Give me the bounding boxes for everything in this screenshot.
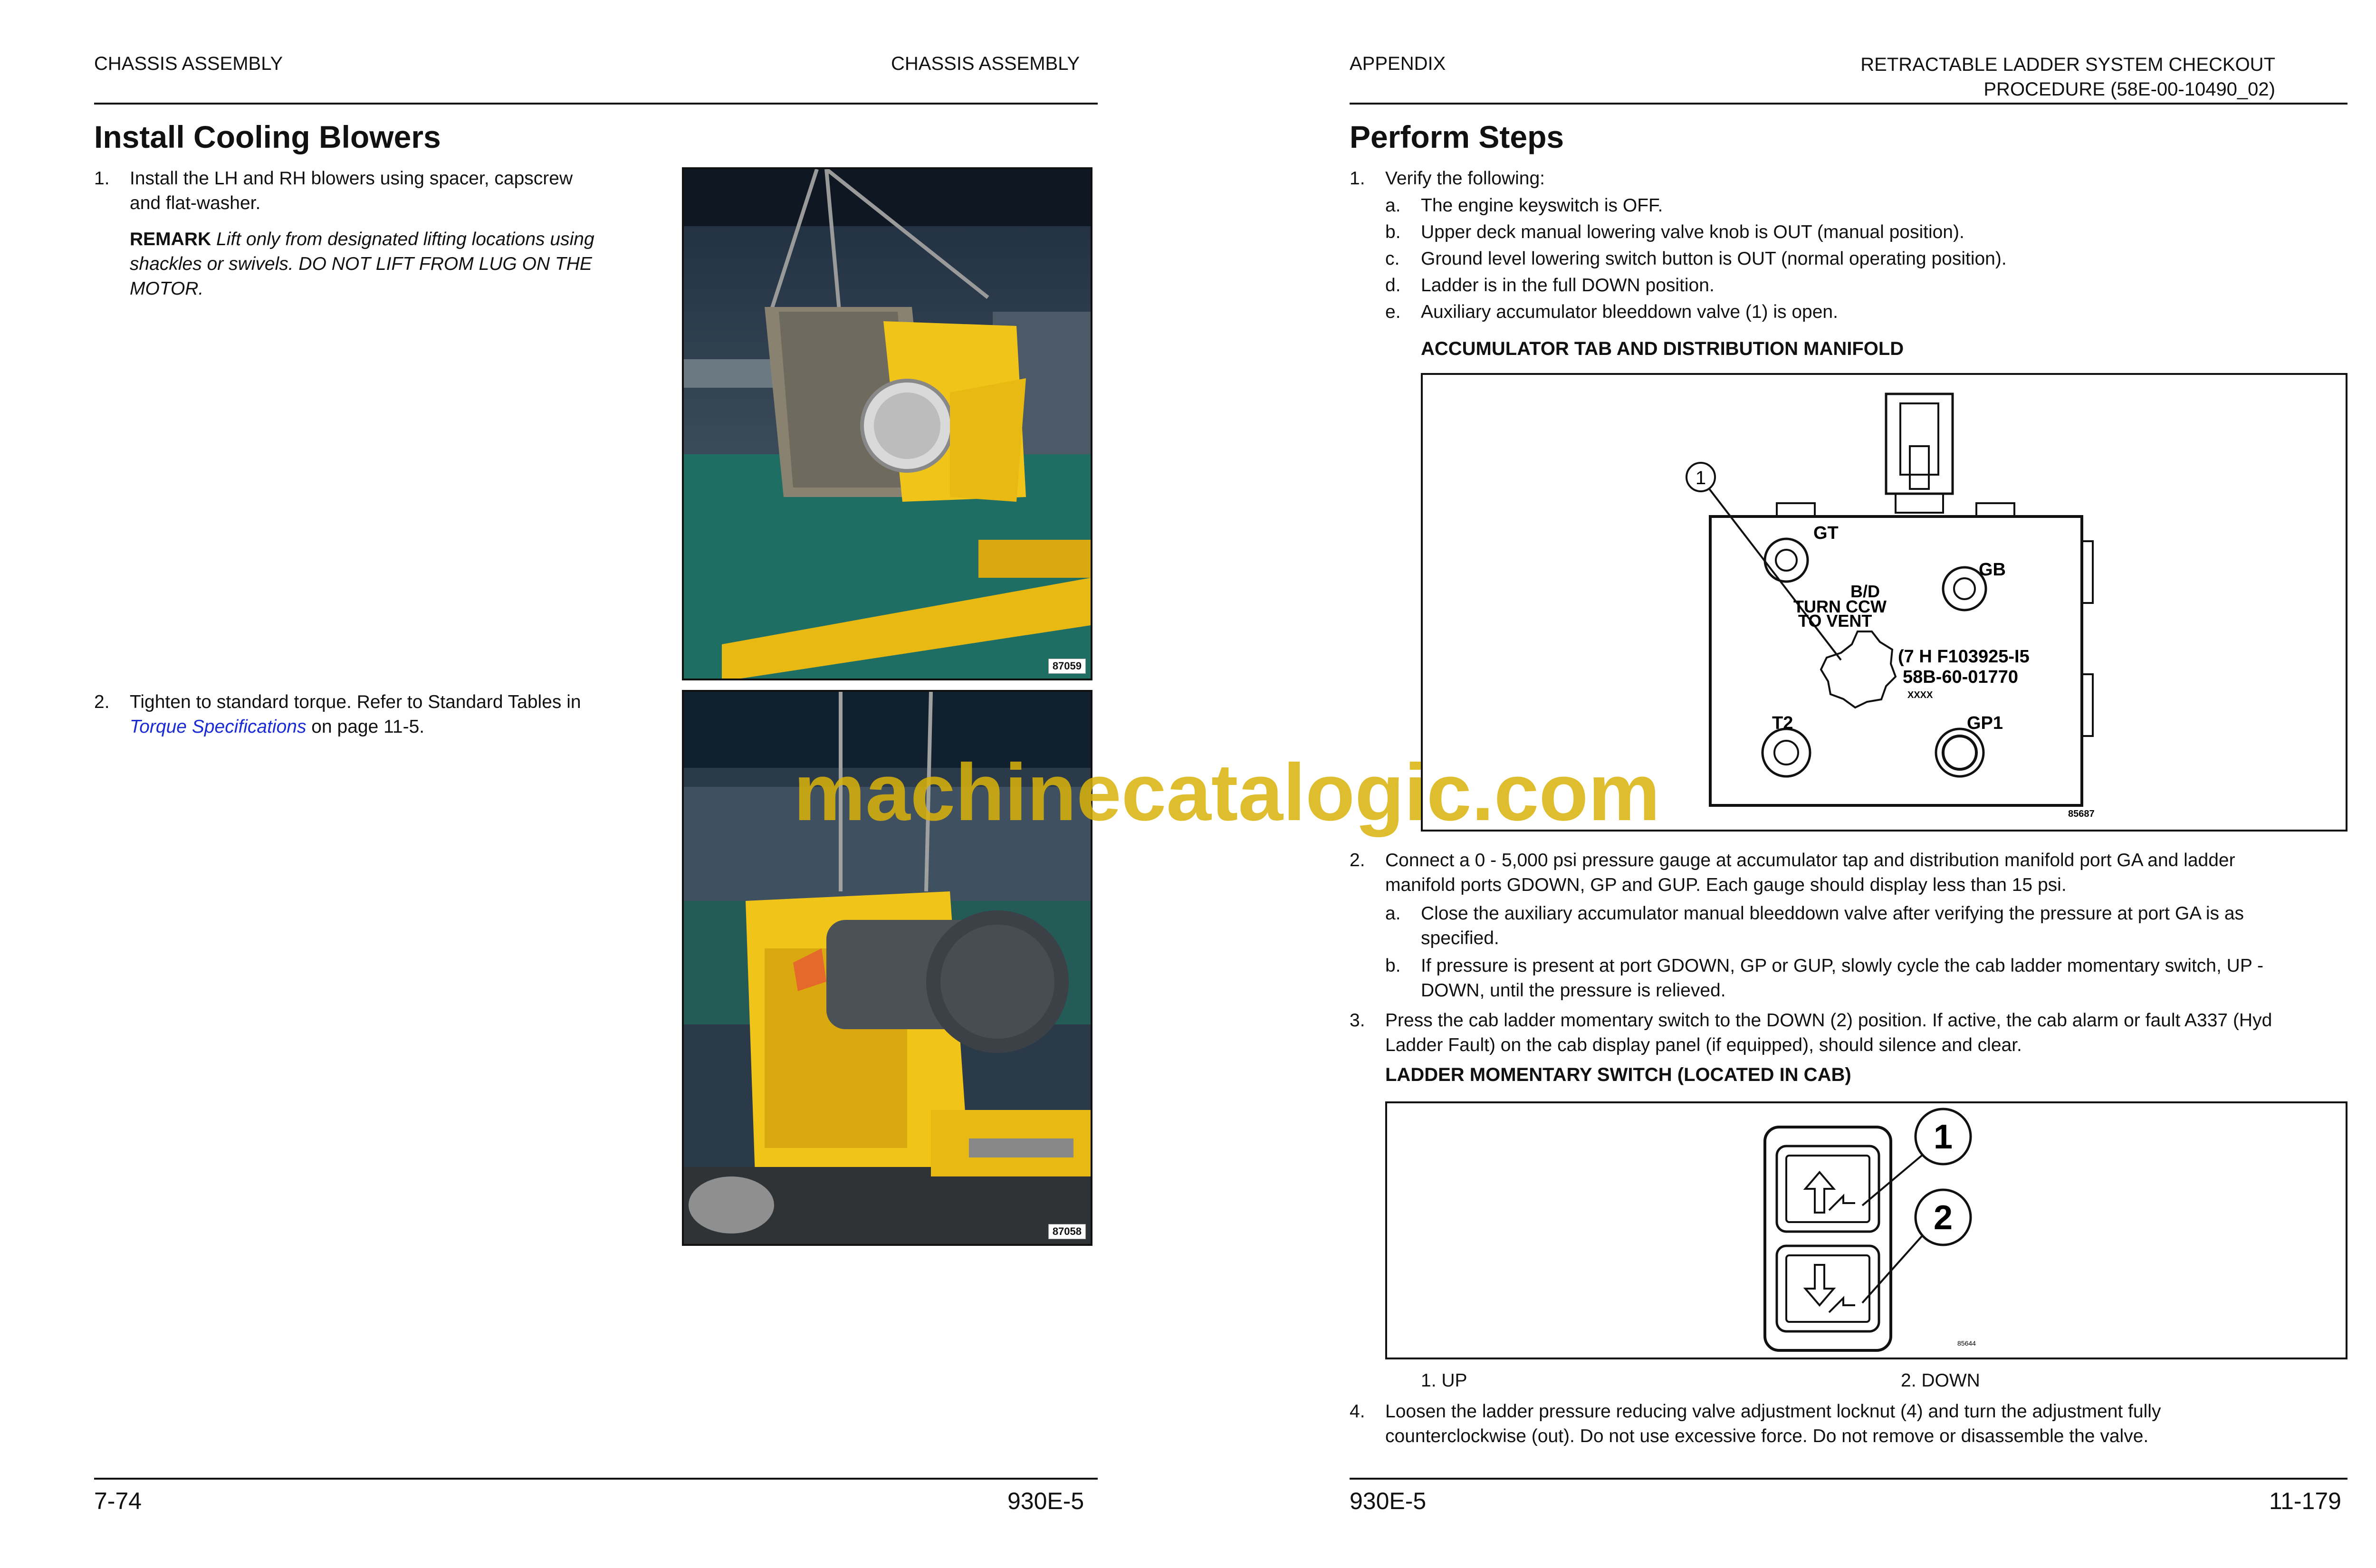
- step-text-line: Install the LH and RH blowers using spacer, capscrew: [130, 168, 573, 189]
- step-text-after-link: on page 11-5.: [306, 717, 425, 737]
- part-number-3: XXXX: [1907, 690, 1933, 700]
- item-letter: e.: [1385, 302, 1401, 322]
- left-header-right: CHASSIS ASSEMBLY: [891, 53, 1080, 74]
- legend-up: 1. UP: [1421, 1370, 1467, 1391]
- right-page-title: Perform Steps: [1350, 119, 1564, 154]
- torque-specifications-link[interactable]: Torque Specifications: [130, 717, 307, 737]
- left-footer-model: 930E-5: [1007, 1488, 1084, 1514]
- left-page-title: Install Cooling Blowers: [94, 119, 441, 154]
- item-text: Upper deck manual lowering valve knob is OUT (manual position).: [1421, 222, 1964, 242]
- right-footer-page-number: 11-179: [2269, 1488, 2341, 1514]
- remark-label: REMARK: [130, 229, 211, 249]
- step-text: Verify the following:: [1385, 168, 1545, 189]
- step-1-item-d: [1385, 273, 2336, 298]
- right-header-left: APPENDIX: [1350, 53, 1446, 74]
- photo-id: 87059: [1048, 659, 1086, 674]
- item-text: Ground level lowering switch button is OUT (normal operating position).: [1421, 249, 2007, 269]
- figure-ladder-momentary-switch: [1385, 1101, 2347, 1359]
- figure-caption-accumulator: ACCUMULATOR TAB AND DISTRIBUTION MANIFOLD: [1421, 338, 1904, 359]
- right-step-4: [1350, 1399, 2347, 1452]
- step-text-line: counterclockwise (out). Do not use excessive force. Do not remove or disassemble the valve.: [1385, 1426, 2149, 1446]
- item-letter: d.: [1385, 275, 1401, 296]
- step-2-item-a: [1385, 901, 2350, 954]
- legend-down: 2. DOWN: [1901, 1370, 1980, 1391]
- left-footer-rule: [94, 1478, 1098, 1480]
- step-number: 2.: [1350, 850, 1365, 870]
- step-number: 1.: [1350, 168, 1365, 189]
- step-text-line: Ladder Fault) on the cab display panel (if equipped), should silence and clear.: [1385, 1035, 2022, 1055]
- item-text: The engine keyswitch is OFF.: [1421, 195, 1663, 216]
- item-text-line: specified.: [1421, 928, 1499, 948]
- right-step-2: [1350, 848, 2347, 900]
- left-step-2: [94, 690, 664, 742]
- bd-label-2: TURN CCW: [1793, 597, 1887, 616]
- figure-caption-ladder-switch: LADDER MOMENTARY SWITCH (LOCATED IN CAB): [1385, 1064, 1851, 1085]
- left-step-1: [94, 166, 664, 219]
- callout-1: 1: [1695, 468, 1706, 488]
- step-text-line: Press the cab ladder momentary switch to the DOWN (2) position. If active, the cab alarm or fault A337 (Hyd: [1385, 1010, 2272, 1031]
- right-header-line: RETRACTABLE LADDER SYSTEM CHECKOUT: [1860, 54, 2275, 75]
- step-1-item-c: [1385, 247, 2336, 271]
- right-header-line: PROCEDURE (58E-00-10490_02): [1983, 79, 2275, 100]
- item-text: Ladder is in the full DOWN position.: [1421, 275, 1715, 296]
- item-letter: c.: [1385, 249, 1400, 269]
- left-header-left: CHASSIS ASSEMBLY: [94, 53, 283, 74]
- bd-label-3: TO VENT: [1798, 611, 1872, 631]
- figure-id: 85687: [2068, 809, 2095, 819]
- step-text-line: Tighten to standard torque. Refer to Standard Tables in: [130, 692, 581, 712]
- ladder-switch-diagram: [1387, 1103, 2346, 1358]
- step-number: 2.: [94, 692, 110, 712]
- item-letter: a.: [1385, 903, 1401, 924]
- right-header-rule: [1350, 103, 2347, 105]
- step-1-item-e: [1385, 300, 2336, 325]
- step-number: 1.: [94, 168, 110, 189]
- port-label-gp1: GP1: [1967, 713, 2003, 733]
- right-step-3: [1350, 1008, 2347, 1061]
- left-header-rule: [94, 103, 1098, 105]
- part-number-1: (7 H F103925-I5: [1898, 647, 2030, 667]
- part-number-2: 58B-60-01770: [1903, 667, 2018, 687]
- step-text-line: Connect a 0 - 5,000 psi pressure gauge at accumulator tap and distribution manifold port GA and ladder: [1385, 850, 2235, 870]
- right-footer-rule: [1350, 1478, 2347, 1480]
- item-letter: a.: [1385, 195, 1401, 216]
- figure-id: 85644: [1957, 1339, 1976, 1347]
- item-text-line: DOWN, until the pressure is relieved.: [1421, 980, 1726, 1001]
- item-text-line: Close the auxiliary accumulator manual bleeddown valve after verifying the pressure at port GA is as: [1421, 903, 2244, 924]
- photo-blower-lift: [682, 167, 1092, 680]
- photo-id: 87058: [1048, 1224, 1086, 1239]
- remark-block: [94, 227, 664, 308]
- item-text-line: If pressure is present at port GDOWN, GP or GUP, slowly cycle the cab ladder momentary switch, UP -: [1421, 956, 2263, 976]
- bd-label-1: B/D: [1850, 582, 1880, 601]
- step-number: 4.: [1350, 1401, 1365, 1422]
- step-2-item-b: [1385, 954, 2350, 1006]
- item-letter: b.: [1385, 222, 1401, 242]
- port-label-gb: GB: [1979, 560, 2006, 580]
- left-footer-page-number: 7-74: [94, 1488, 142, 1514]
- right-step-1: [1350, 166, 2347, 191]
- step-text-line: Loosen the ladder pressure reducing valve adjustment locknut (4) and turn the adjustment fully: [1385, 1401, 2161, 1422]
- port-label-t2: T2: [1772, 713, 1793, 733]
- step-number: 3.: [1350, 1010, 1365, 1031]
- watermark: machinecatalogic.com: [794, 747, 1660, 838]
- step-1-item-a: [1385, 193, 2336, 218]
- step-text-line: and flat-washer.: [130, 193, 261, 213]
- blower-lift-illustration: [684, 169, 1091, 679]
- right-header-right: [1860, 52, 2275, 102]
- step-text-line: manifold ports GDOWN, GP and GUP. Each gauge should display less than 15 psi.: [1385, 875, 2067, 895]
- remark-text-line: shackles or swivels. DO NOT LIFT FROM LUG ON THE: [130, 254, 592, 274]
- right-footer-model: 930E-5: [1350, 1488, 1427, 1514]
- port-label-gt: GT: [1813, 523, 1839, 543]
- step-1-item-b: [1385, 220, 2336, 245]
- item-text: Auxiliary accumulator bleeddown valve (1) is open.: [1421, 302, 1838, 322]
- item-letter: b.: [1385, 956, 1401, 976]
- callout-1: 1: [1933, 1118, 1953, 1156]
- callout-2: 2: [1933, 1199, 1953, 1237]
- remark-text-line: MOTOR.: [130, 278, 204, 299]
- remark-text-line: Lift only from designated lifting locations using: [216, 229, 594, 249]
